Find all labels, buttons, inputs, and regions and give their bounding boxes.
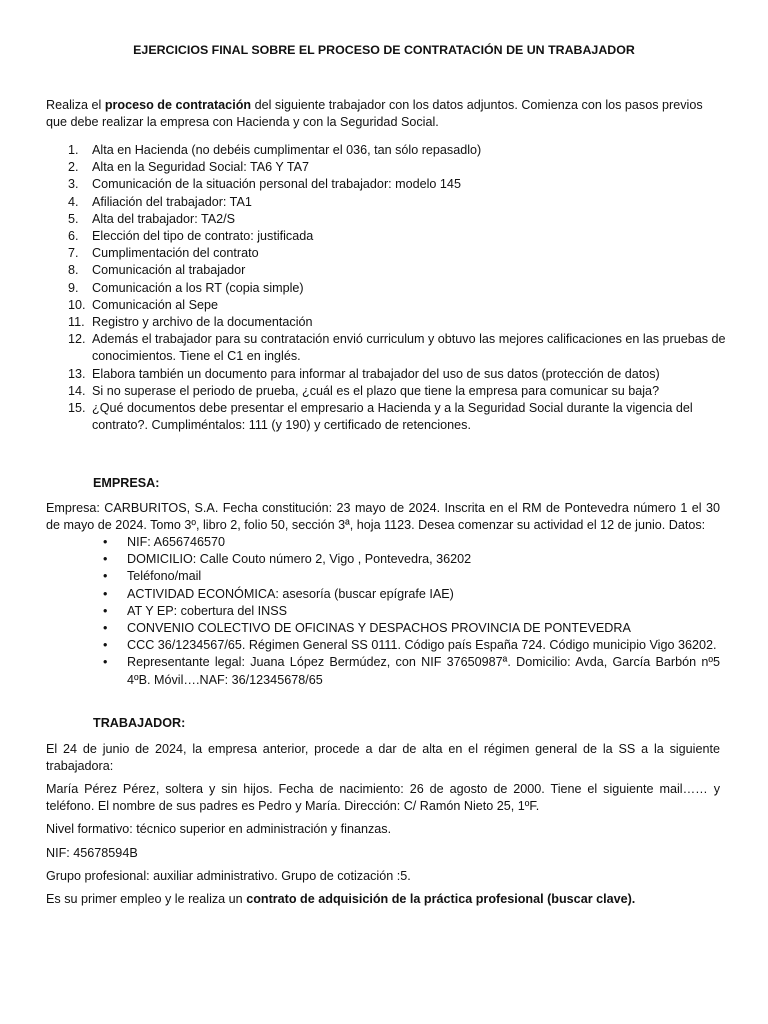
- bullet-dot-icon: •: [103, 586, 108, 601]
- intro-bold: proceso de contratación: [104, 98, 252, 112]
- step-number: 5.: [68, 211, 79, 226]
- step-text: Si no superase el periodo de prueba, ¿cuál es el plazo que tiene la empresa para comunicar su baja?: [92, 383, 660, 398]
- step-text: Elabora también un documento para informar al trabajador del uso de sus datos (protección de datos): [92, 366, 660, 381]
- empresa-bullet-item: [46, 534, 720, 551]
- step-number: 6.: [68, 229, 79, 244]
- bullet-dot-icon: •: [103, 535, 108, 549]
- empresa-paragraph: Empresa: CARBURITOS, S.A. Fecha constitución: 23 mayo de 2024. Inscrita en el RM de Pontevedra número 1 el 30 de mayo de 2024. Tomo 3º, libro 2, folio 50, sección 3ª, hoja 1123. Desea comenzar su actividad el 12 de junio. Datos:: [46, 501, 720, 533]
- step-text: ¿Qué documentos debe presentar el empresario a Hacienda y a la Seguridad Social durante la vigencia del contrato?. Cumpliméntalos: 111 (y 190) y certificado de retenciones.: [92, 401, 693, 433]
- step-item: [46, 176, 726, 193]
- step-number: 4.: [68, 194, 79, 209]
- step-text: Alta del trabajador: TA2/S: [92, 211, 236, 226]
- step-text: Alta en Hacienda (no debéis cumplimentar el 036, tan sólo repasadlo): [92, 143, 482, 157]
- empresa-bullet-text: DOMICILIO: Calle Couto número 2, Vigo , Pontevedra, 36202: [127, 552, 472, 567]
- empresa-bullet-item: [46, 620, 720, 637]
- trabajador-p6-prefix: Es su primer empleo y le realiza un: [46, 892, 247, 906]
- step-text: Comunicación a los RT (copia simple): [92, 280, 304, 295]
- empresa-bullet-item: [46, 551, 720, 568]
- trabajador-heading: TRABAJADOR:: [93, 716, 186, 730]
- bullet-dot-icon: •: [103, 638, 108, 653]
- step-item: [46, 142, 726, 159]
- empresa-bullets: [46, 534, 720, 689]
- empresa-bullet-item: [46, 568, 720, 585]
- step-number: 10.: [68, 297, 86, 312]
- step-item: [46, 314, 726, 331]
- step-number: 13.: [68, 366, 86, 381]
- step-item: [46, 245, 726, 262]
- step-item: [46, 383, 726, 400]
- intro-prefix: Realiza el: [46, 98, 105, 112]
- empresa-bullet-item: [46, 637, 720, 654]
- step-number: 3.: [68, 177, 79, 192]
- bullet-dot-icon: •: [103, 621, 108, 636]
- step-item: [46, 262, 726, 279]
- empresa-bullet-text: CCC 36/1234567/65. Régimen General SS 0111. Código país España 724. Código municipio Vigo 36202.: [127, 638, 717, 653]
- step-item: [46, 194, 726, 211]
- trabajador-p2: María Pérez Pérez, soltera y sin hijos. Fecha de nacimiento: 26 de agosto de 2000. Tiene el siguiente mail…… y teléfono. El nombre de sus padres es Pedro y María. Dirección: C/ Ramón Nieto 25, 1ºF.: [46, 782, 720, 814]
- step-item: [46, 228, 726, 245]
- step-item: [46, 331, 726, 365]
- step-text: Comunicación al trabajador: [92, 263, 246, 278]
- steps-list: [46, 142, 726, 434]
- empresa-bullet-text: ACTIVIDAD ECONÓMICA: asesoría (buscar epígrafe IAE): [127, 586, 454, 601]
- intro-paragraph: [46, 97, 726, 131]
- step-text: Cumplimentación del contrato: [92, 246, 259, 261]
- step-number: 9.: [68, 280, 79, 295]
- trabajador-p4: NIF: 45678594B: [46, 846, 138, 860]
- empresa-bullet-item: [46, 586, 720, 603]
- step-text: Registro y archivo de la documentación: [92, 315, 313, 330]
- trabajador-p1: El 24 de junio de 2024, la empresa anterior, procede a dar de alta en el régimen general de la SS a la siguiente trabajadora:: [46, 742, 720, 774]
- step-item: [46, 211, 726, 228]
- step-text: Además el trabajador para su contratación envió curriculum y obtuvo las mejores calificaciones en las pruebas de conocimientos. Tiene el C1 en inglés.: [92, 332, 726, 364]
- step-text: Elección del tipo de contrato: justificada: [92, 229, 314, 244]
- bullet-dot-icon: •: [103, 552, 108, 567]
- step-item: [46, 400, 726, 434]
- trabajador-p6-bold: contrato de adquisición de la práctica profesional (buscar clave).: [246, 892, 636, 906]
- trabajador-p3: Nivel formativo: técnico superior en administración y finanzas.: [46, 822, 392, 836]
- step-number: 14.: [68, 383, 86, 398]
- trabajador-p6: [46, 891, 720, 908]
- step-number: 7.: [68, 246, 79, 261]
- step-text: Afiliación del trabajador: TA1: [92, 194, 252, 209]
- step-item: [46, 366, 726, 383]
- empresa-bullet-item: [46, 603, 720, 620]
- bullet-dot-icon: •: [103, 655, 108, 670]
- step-number: 2.: [68, 160, 79, 175]
- empresa-bullet-text: CONVENIO COLECTIVO DE OFICINAS Y DESPACHOS PROVINCIA DE PONTEVEDRA: [127, 621, 631, 636]
- step-number: 11.: [68, 315, 85, 330]
- step-text: Comunicación de la situación personal del trabajador: modelo 145: [92, 177, 461, 192]
- bullet-dot-icon: •: [103, 603, 108, 618]
- empresa-heading: EMPRESA:: [93, 476, 160, 490]
- step-number: 1.: [68, 143, 79, 157]
- trabajador-p5: Grupo profesional: auxiliar administrativo. Grupo de cotización :5.: [46, 869, 411, 883]
- intro-suffix: del siguiente trabajador con los datos adjuntos. Comienza con los pasos previos que debe realizar la empresa con Hacienda y con la Seguridad Social.: [46, 98, 703, 130]
- bullet-dot-icon: •: [103, 569, 108, 584]
- step-text: Alta en la Seguridad Social: TA6 Y TA7: [92, 160, 310, 175]
- page-title: EJERCICIOS FINAL SOBRE EL PROCESO DE CONTRATACIÓN DE UN TRABAJADOR: [133, 43, 635, 57]
- step-item: [46, 297, 726, 314]
- step-number: 15.: [68, 401, 86, 416]
- step-number: 8.: [68, 263, 79, 278]
- step-item: [46, 159, 726, 176]
- empresa-bullet-text: Representante legal: Juana López Bermúdez, con NIF 37650987ª. Domicilio: Avda, García Barbón nº5 4ºB. Móvil….NAF: 36/12345678/65: [127, 655, 720, 687]
- step-text: Comunicación al Sepe: [92, 297, 219, 312]
- empresa-bullet-text: AT Y EP: cobertura del INSS: [127, 603, 288, 618]
- empresa-bullet-text: NIF: A656746570: [127, 535, 226, 549]
- empresa-bullet-text: Teléfono/mail: [127, 569, 202, 584]
- empresa-bullet-item: [46, 654, 720, 688]
- step-number: 12.: [68, 332, 86, 347]
- step-item: [46, 280, 726, 297]
